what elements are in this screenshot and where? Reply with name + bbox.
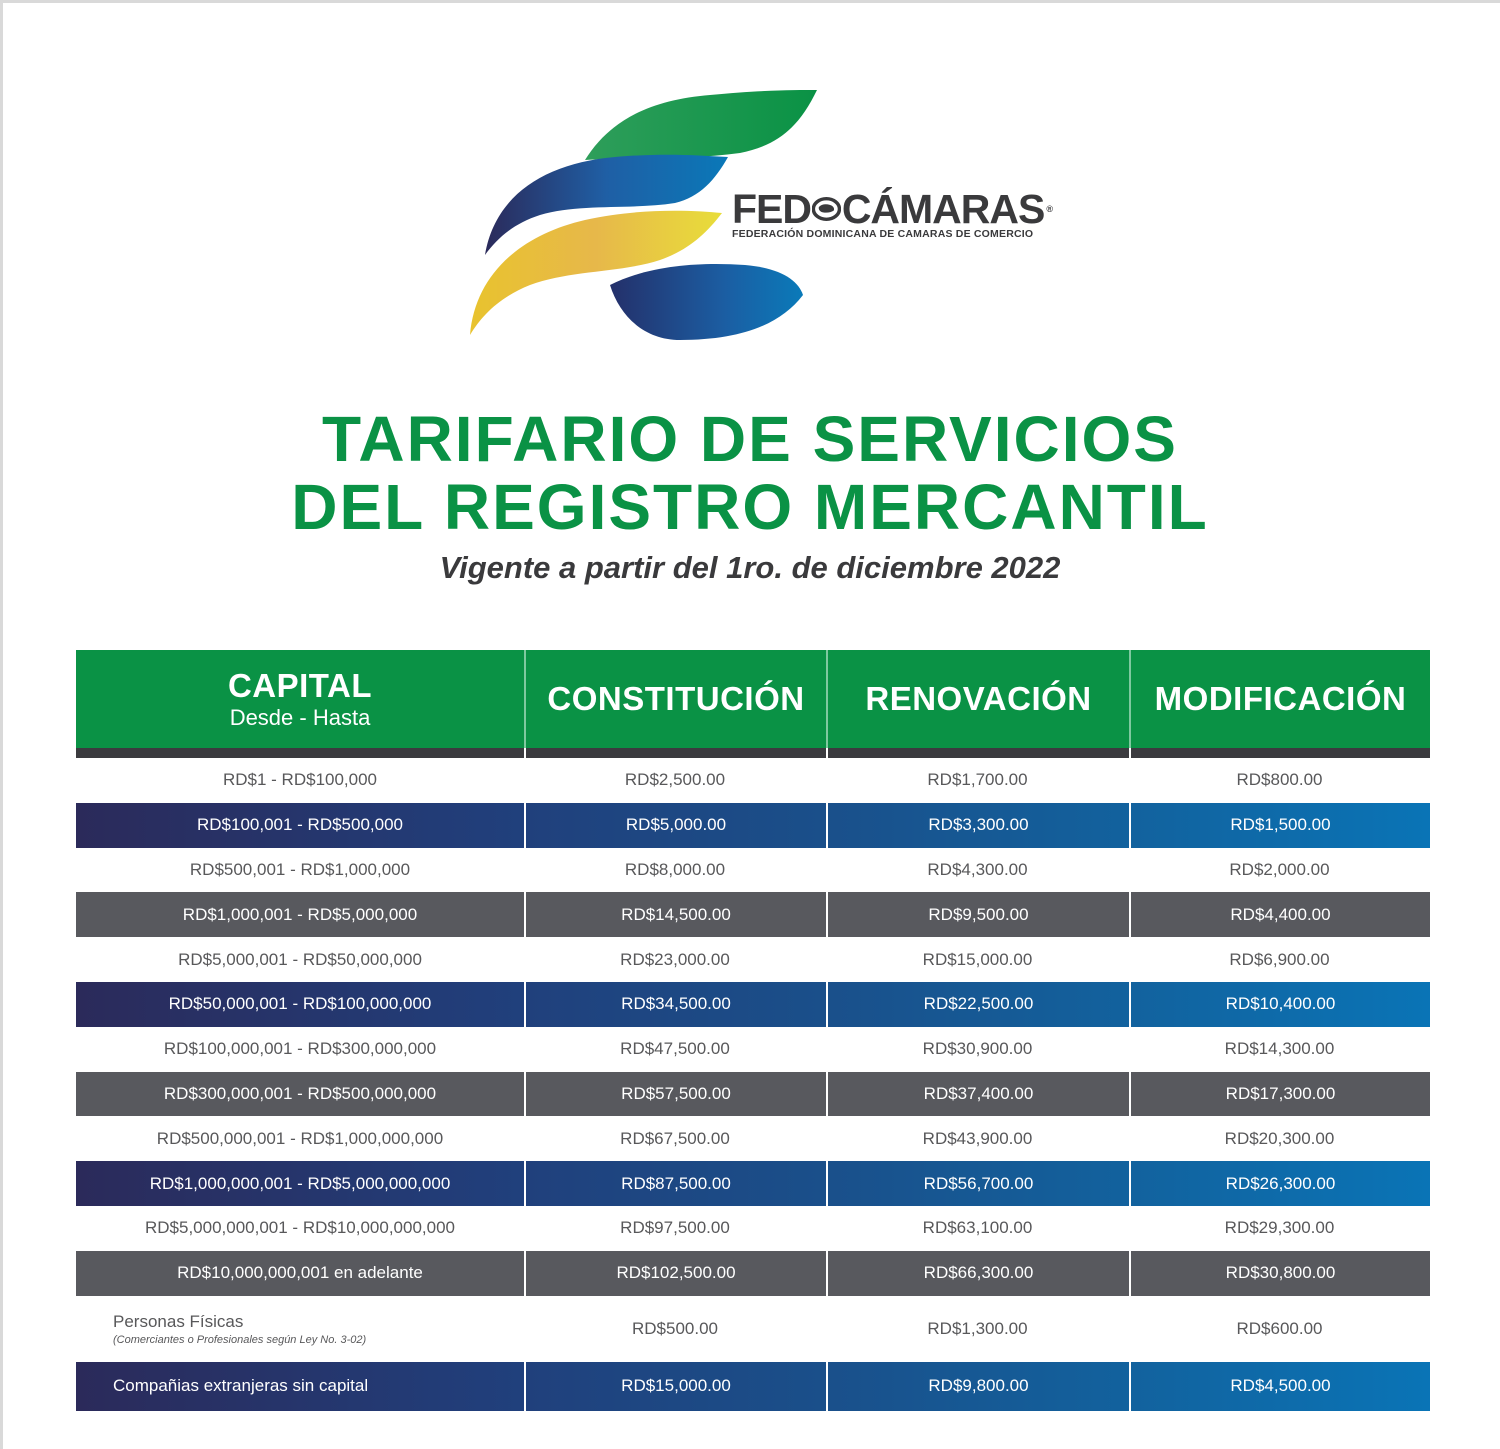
cell-renovacion: RD$4,300.00 bbox=[927, 859, 1028, 879]
cell-constitucion: RD$14,500.00 bbox=[524, 892, 826, 937]
header-renovacion bbox=[826, 650, 1129, 748]
table-row bbox=[76, 1206, 1430, 1251]
table-row-personas-fisicas bbox=[76, 1296, 1430, 1362]
header-capital bbox=[76, 650, 524, 748]
registered-mark: ® bbox=[1046, 204, 1052, 214]
cell-capital bbox=[76, 1296, 524, 1362]
cell-capital: RD$100,001 - RD$500,000 bbox=[196, 815, 404, 835]
cell-constitucion: RD$2,500.00 bbox=[624, 770, 726, 790]
table-row bbox=[76, 1116, 1430, 1161]
table-row bbox=[76, 1072, 1430, 1117]
cell-capital: RD$100,000,001 - RD$300,000,000 bbox=[163, 1039, 437, 1059]
cell-constitucion: RD$34,500.00 bbox=[524, 982, 826, 1027]
cell-renovacion: RD$43,900.00 bbox=[922, 1128, 1033, 1148]
cell-capital: RD$10,000,000,001 en adelante bbox=[177, 1263, 423, 1283]
cell-constitucion: RD$15,000.00 bbox=[524, 1362, 826, 1411]
cell-renovacion: RD$56,700.00 bbox=[826, 1161, 1129, 1206]
cell-constitucion: RD$102,500.00 bbox=[524, 1251, 826, 1296]
cell-capital: RD$50,000,001 - RD$100,000,000 bbox=[168, 994, 432, 1014]
cell-capital: RD$500,000,001 - RD$1,000,000,000 bbox=[156, 1128, 444, 1148]
cell-constitucion: RD$87,500.00 bbox=[524, 1161, 826, 1206]
header-renovacion-label: RENOVACIÓN bbox=[865, 680, 1092, 717]
cell-modificacion: RD$14,300.00 bbox=[1224, 1039, 1335, 1059]
header-capital-label: CAPITAL bbox=[227, 667, 373, 704]
cell-capital: RD$1 - RD$100,000 bbox=[222, 770, 378, 790]
cell-modificacion: RD$20,300.00 bbox=[1224, 1128, 1335, 1148]
personas-fisicas-note: (Comerciantes o Profesionales según Ley No. 3-02) bbox=[113, 1333, 367, 1346]
cell-modificacion: RD$1,500.00 bbox=[1129, 803, 1430, 848]
page-title-line2: DEL REGISTRO MERCANTIL bbox=[291, 471, 1209, 543]
header-underline-bar bbox=[76, 748, 1430, 758]
cell-constitucion: RD$5,000.00 bbox=[524, 803, 826, 848]
cell-capital: RD$5,000,000,001 - RD$10,000,000,000 bbox=[144, 1218, 455, 1238]
table-row bbox=[76, 982, 1430, 1027]
table-row-extranjeras bbox=[76, 1362, 1430, 1411]
logo-name-part1: FED bbox=[732, 186, 811, 232]
frame-top-border bbox=[0, 0, 1500, 3]
header-modificacion bbox=[1129, 650, 1430, 748]
table-header bbox=[76, 650, 1430, 748]
cell-renovacion: RD$37,400.00 bbox=[826, 1072, 1129, 1117]
table-row bbox=[76, 758, 1430, 803]
header-constitucion-label: CONSTITUCIÓN bbox=[547, 680, 805, 717]
table-row bbox=[76, 1161, 1430, 1206]
cell-constitucion: RD$23,000.00 bbox=[620, 949, 730, 969]
cell-renovacion: RD$15,000.00 bbox=[922, 949, 1033, 969]
header-capital-sub: Desde - Hasta bbox=[229, 705, 371, 730]
cell-capital: RD$300,000,001 - RD$500,000,000 bbox=[163, 1083, 437, 1103]
cell-capital: Compañias extranjeras sin capital bbox=[113, 1376, 369, 1396]
cell-renovacion: RD$1,300.00 bbox=[927, 1318, 1028, 1338]
table-row bbox=[76, 892, 1430, 937]
cell-modificacion: RD$800.00 bbox=[1236, 770, 1323, 790]
page-subtitle: Vigente a partir del 1ro. de diciembre 2022 bbox=[439, 550, 1061, 585]
table-row bbox=[76, 848, 1430, 893]
table-row bbox=[76, 1251, 1430, 1296]
personas-fisicas-label: Personas Físicas bbox=[113, 1311, 244, 1331]
cell-modificacion: RD$6,900.00 bbox=[1229, 949, 1330, 969]
cell-constitucion: RD$67,500.00 bbox=[620, 1128, 730, 1148]
table-row bbox=[76, 937, 1430, 982]
page-title-line1: TARIFARIO DE SERVICIOS bbox=[322, 403, 1178, 475]
table-row bbox=[76, 803, 1430, 848]
logo-name bbox=[732, 188, 1052, 230]
header-modificacion-label: MODIFICACIÓN bbox=[1154, 680, 1407, 717]
cell-modificacion: RD$10,400.00 bbox=[1129, 982, 1430, 1027]
cell-constitucion: RD$97,500.00 bbox=[620, 1218, 730, 1238]
cell-capital: RD$5,000,001 - RD$50,000,000 bbox=[178, 949, 422, 969]
cell-modificacion: RD$4,400.00 bbox=[1129, 892, 1430, 937]
cell-modificacion: RD$30,800.00 bbox=[1129, 1251, 1430, 1296]
cell-modificacion: RD$29,300.00 bbox=[1224, 1218, 1335, 1238]
cell-modificacion: RD$600.00 bbox=[1236, 1318, 1323, 1338]
cell-constitucion: RD$47,500.00 bbox=[620, 1039, 730, 1059]
cell-modificacion: RD$17,300.00 bbox=[1129, 1072, 1430, 1117]
cell-constitucion: RD$500.00 bbox=[631, 1318, 718, 1338]
cell-renovacion: RD$9,500.00 bbox=[826, 892, 1129, 937]
cell-constitucion: RD$57,500.00 bbox=[524, 1072, 826, 1117]
cell-modificacion: RD$26,300.00 bbox=[1129, 1161, 1430, 1206]
logo-wordmark bbox=[732, 188, 1052, 240]
cell-renovacion: RD$66,300.00 bbox=[826, 1251, 1129, 1296]
cell-modificacion: RD$2,000.00 bbox=[1229, 859, 1330, 879]
logo-name-part2: CÁMARAS bbox=[841, 186, 1045, 232]
cell-renovacion: RD$3,300.00 bbox=[826, 803, 1129, 848]
cell-modificacion: RD$4,500.00 bbox=[1129, 1362, 1430, 1411]
cell-constitucion: RD$8,000.00 bbox=[624, 859, 726, 879]
cell-capital: RD$1,000,000,001 - RD$5,000,000,000 bbox=[149, 1173, 451, 1193]
cell-renovacion: RD$1,700.00 bbox=[927, 770, 1028, 790]
cell-capital: RD$1,000,001 - RD$5,000,000 bbox=[182, 904, 418, 924]
cell-renovacion: RD$22,500.00 bbox=[826, 982, 1129, 1027]
cell-renovacion: RD$30,900.00 bbox=[922, 1039, 1033, 1059]
header-constitucion bbox=[524, 650, 826, 748]
cell-capital: RD$500,001 - RD$1,000,000 bbox=[189, 859, 411, 879]
cell-renovacion: RD$63,100.00 bbox=[922, 1218, 1033, 1238]
frame-left-border bbox=[0, 0, 3, 1449]
table-row bbox=[76, 1027, 1430, 1072]
cell-renovacion: RD$9,800.00 bbox=[826, 1362, 1129, 1411]
logo-subtitle: FEDERACIÓN DOMINICANA DE CAMARAS DE COMERCIO bbox=[732, 228, 1034, 240]
dominican-map-icon bbox=[812, 192, 841, 226]
tariff-table bbox=[76, 650, 1430, 1411]
